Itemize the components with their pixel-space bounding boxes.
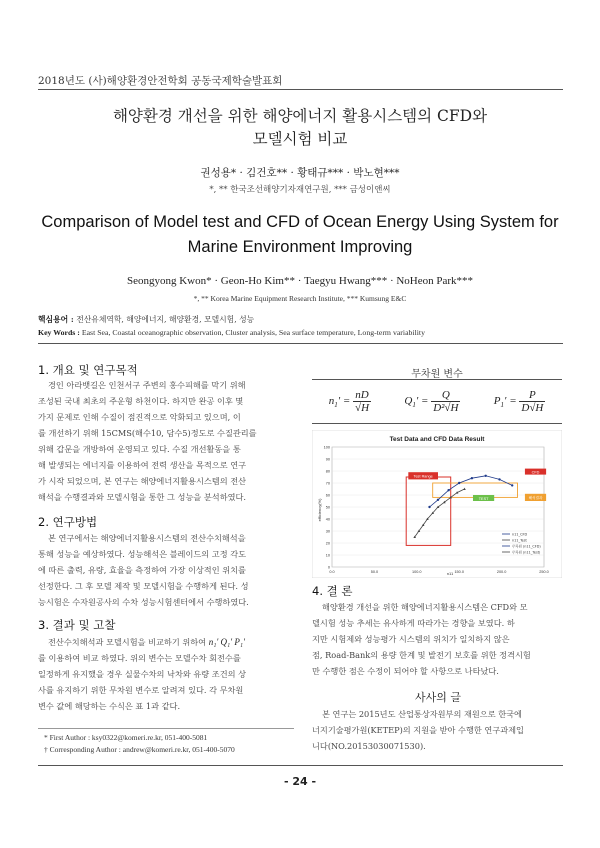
legend-entry: 무차원 (n11_Test): [512, 550, 541, 555]
y-tick-label: 70: [325, 481, 330, 486]
section2-line: 능시험은 수자원공사의 수차 성능시험센터에서 수행하였다.: [38, 597, 249, 607]
inline-variables: n₁′ Q₁′ P₁′: [208, 637, 245, 647]
keywords-rule: [38, 343, 563, 344]
korean-authors: 권성용* · 김건호** · 황태규*** · 박노현***: [200, 167, 400, 179]
y-tick-label: 80: [325, 469, 330, 474]
english-keywords-text: East Sea, Coastal oceanographic observation, Cluster analysis, Sea surface temperature, Long-term variability: [81, 328, 425, 337]
y-tick-label: 60: [325, 493, 330, 498]
section1-line: 경인 아라뱃길은 인천서구 주변의 홍수피해를 막기 위해: [48, 380, 246, 390]
acknowledgement-heading: 사사의 글: [414, 691, 461, 704]
english-title-line2: Marine Environment Improving: [187, 238, 413, 256]
x-tick-label: 0.0: [329, 570, 335, 574]
efficiency-chart: [312, 430, 562, 578]
analysis-label: 해석결과: [528, 496, 543, 501]
cfd-label: CFD: [531, 470, 540, 475]
section1-line: 가지 문제로 인해 수질이 점진적으로 악화되고 있으며, 이: [38, 412, 241, 422]
x-tick-label: 250.0: [539, 570, 549, 574]
section1-line: 가 시작 되었으며, 본 연구는 해양에너지활용시스템의 전산: [38, 476, 247, 486]
chart-y-axis-label: efficiency(%): [317, 498, 322, 522]
section4-line: 점, Road-Bank의 용량 한계 및 발전기 보호를 위한 정격시험: [312, 650, 531, 660]
x-tick-label: 50.0: [370, 570, 379, 574]
section4-line: 만 수행한 점은 수정이 되어야 할 사항으로 나타났다.: [312, 666, 499, 676]
y-tick-label: 20: [325, 541, 330, 546]
legend-entry: 무차원 (n11_CFD): [512, 544, 541, 549]
y-tick-label: 90: [325, 457, 330, 462]
english-affiliation: *, ** Korea Marine Equipment Research Institute, *** Kumsung E&C: [193, 294, 407, 303]
english-keywords-label: Key Words :: [38, 328, 80, 337]
section3-line: 일정하게 유지했을 경우 실물수차의 낙차와 유량 조건의 상: [38, 669, 247, 679]
header-rule: [38, 89, 563, 90]
section2-heading: 2. 연구방법: [38, 515, 98, 529]
footnote-rule: [38, 728, 294, 729]
section3-heading: 3. 결과 및 고찰: [38, 618, 116, 632]
section3-line: 변수 값에 해당하는 수식은 표 1과 같다.: [38, 701, 181, 711]
section3-line: 를 이용하여 비교 하였다. 위의 변수는 모델수차 회전수를: [38, 653, 241, 663]
x-tick-label: 200.0: [496, 570, 507, 574]
section1-line: 위해 갑문을 개방하여 운영되고 있다. 수질 개선활동을 통: [38, 444, 241, 454]
chart-frame: [312, 430, 562, 578]
y-tick-label: 30: [325, 529, 330, 534]
korean-keywords-text: 전산유체역학, 해양에너지, 해양환경, 모델시험, 성능: [76, 315, 255, 324]
section2-body: [38, 530, 294, 610]
footnote-first-author: * First Author : ksy0322@komeri.re.kr, 051-400-5081: [44, 733, 208, 742]
korean-title-line1: 해양환경 개선을 위한 해양에너지 활용시스템의 CFD와: [112, 107, 488, 125]
acknowledgement-line: 니다(NO.20153030071530).: [312, 741, 426, 751]
acknowledgement-line: 본 연구는 2015년도 산업통상자원부의 재원으로 한국에: [322, 709, 522, 719]
english-title-line1: Comparison of Model test and CFD of Ocean Energy Using System for: [41, 213, 559, 231]
section1-line: 해석을 수행결과와 모델시험을 통한 그 성능을 분석하였다.: [38, 492, 247, 502]
english-keywords: [38, 328, 425, 337]
section1-line: 를 개선하기 위해 15CMS(해수10, 담수5)정도로 수질관리를: [38, 428, 257, 438]
data-point: [498, 478, 500, 480]
korean-affiliation: *, ** 한국조선해양기자재연구원, *** 금성이앤씨: [209, 185, 391, 195]
chart-title: Test Data and CFD Data Result: [389, 436, 485, 443]
acknowledgement-line: 너지기술평가원(KETEP)의 지원을 받아 수행한 연구과제입: [312, 725, 524, 735]
equation-p11: $P_1'$ = $\frac{P}{D√H}$: [493, 388, 544, 414]
section3-line1-text: 전산수치해석과 모델시험을 비교하기 위하여: [48, 637, 207, 647]
conference-header: 2018년도 (사)해양환경안전학회 공동국제학술발표회: [38, 75, 283, 87]
y-tick-label: 40: [325, 517, 330, 522]
test-label: TEST: [478, 496, 489, 501]
section1-heading: 1. 개요 및 연구목적: [38, 363, 138, 377]
data-point: [458, 482, 460, 484]
data-point: [437, 499, 439, 501]
section4-line: 델시험 성능 추세는 유사하게 따라가는 경향을 보였다. 하: [312, 618, 515, 628]
chart-x-axis-label: n11: [446, 571, 454, 576]
footnote-corresponding-author: † Corresponding Author : andrew@komeri.re.kr, 051-400-5070: [44, 745, 235, 754]
page-number: - 24 -: [283, 775, 317, 788]
section4-line: 지만 시험제와 성능평가 시스템의 위치가 일치하지 않은: [312, 634, 510, 644]
section4-body: [312, 599, 564, 679]
section2-line: 에 따른 출력, 유량, 효율을 측정하여 가장 이상적인 위치를: [38, 565, 246, 575]
equation-n11: $n_1'$ = $\frac{nD}{√H}$: [328, 388, 370, 414]
korean-title-line2: 모델시험 비교: [252, 130, 348, 148]
acknowledgement-body: [312, 706, 564, 754]
equations-row: [312, 381, 562, 421]
section3-line: 사를 유지하기 위한 무차원 변수로 알려져 있다. 각 무차원: [38, 685, 244, 695]
y-tick-label: 10: [325, 553, 330, 558]
section2-line: 선정한다. 그 후 모델 제작 및 모델시험을 수행하게 된다. 성: [38, 581, 249, 591]
section1-body: [38, 377, 294, 505]
footer-rule: [38, 765, 563, 766]
x-tick-label: 100.0: [412, 570, 422, 574]
data-point: [447, 489, 449, 491]
legend-entry: n11_CFD: [512, 532, 528, 537]
table-caption: 무차원 변수: [411, 369, 463, 380]
equation-q11: $Q_1'$ = $\frac{Q}{\text{D²√H}}$: [404, 388, 459, 414]
data-point: [485, 475, 487, 477]
english-authors: Seongyong Kwon* · Geon-Ho Kim** · Taegyu Hwang*** · NoHeon Park***: [126, 275, 474, 287]
table-bottom-rule: [312, 423, 562, 424]
section3-line1: [38, 634, 294, 650]
data-point: [428, 506, 430, 508]
section2-line: 통해 성능을 예상하였다. 성능해석은 블레이드의 고정 각도: [38, 549, 247, 559]
korean-keywords-label: 핵심용어 :: [38, 315, 74, 324]
korean-keywords: [38, 314, 254, 325]
section3-body: [38, 634, 294, 714]
test-range-label: Test Range: [413, 474, 433, 479]
legend-entry: n11_Test: [512, 538, 527, 543]
x-tick-label: 150.0: [454, 570, 464, 574]
data-point: [471, 477, 473, 479]
table-top-rule: [312, 379, 562, 380]
section1-line: 조성된 국내 최초의 주운형 하천이다. 하지만 완공 이후 몇: [38, 396, 244, 406]
y-tick-label: 100: [323, 445, 330, 450]
y-tick-label: 0: [327, 565, 330, 570]
section4-line: 해양환경 개선을 위한 해양에너지활용시스템은 CFD와 모: [322, 602, 528, 612]
y-tick-label: 50: [325, 505, 330, 510]
section4-heading: 4. 결 론: [312, 584, 353, 598]
section2-line: 본 연구에서는 해양에너지활용시스템의 전산수치해석을: [48, 533, 246, 543]
section1-line: 해 발생되는 에너지를 이용하여 전력 생산을 목적으로 연구: [38, 460, 247, 470]
data-point: [511, 484, 513, 486]
